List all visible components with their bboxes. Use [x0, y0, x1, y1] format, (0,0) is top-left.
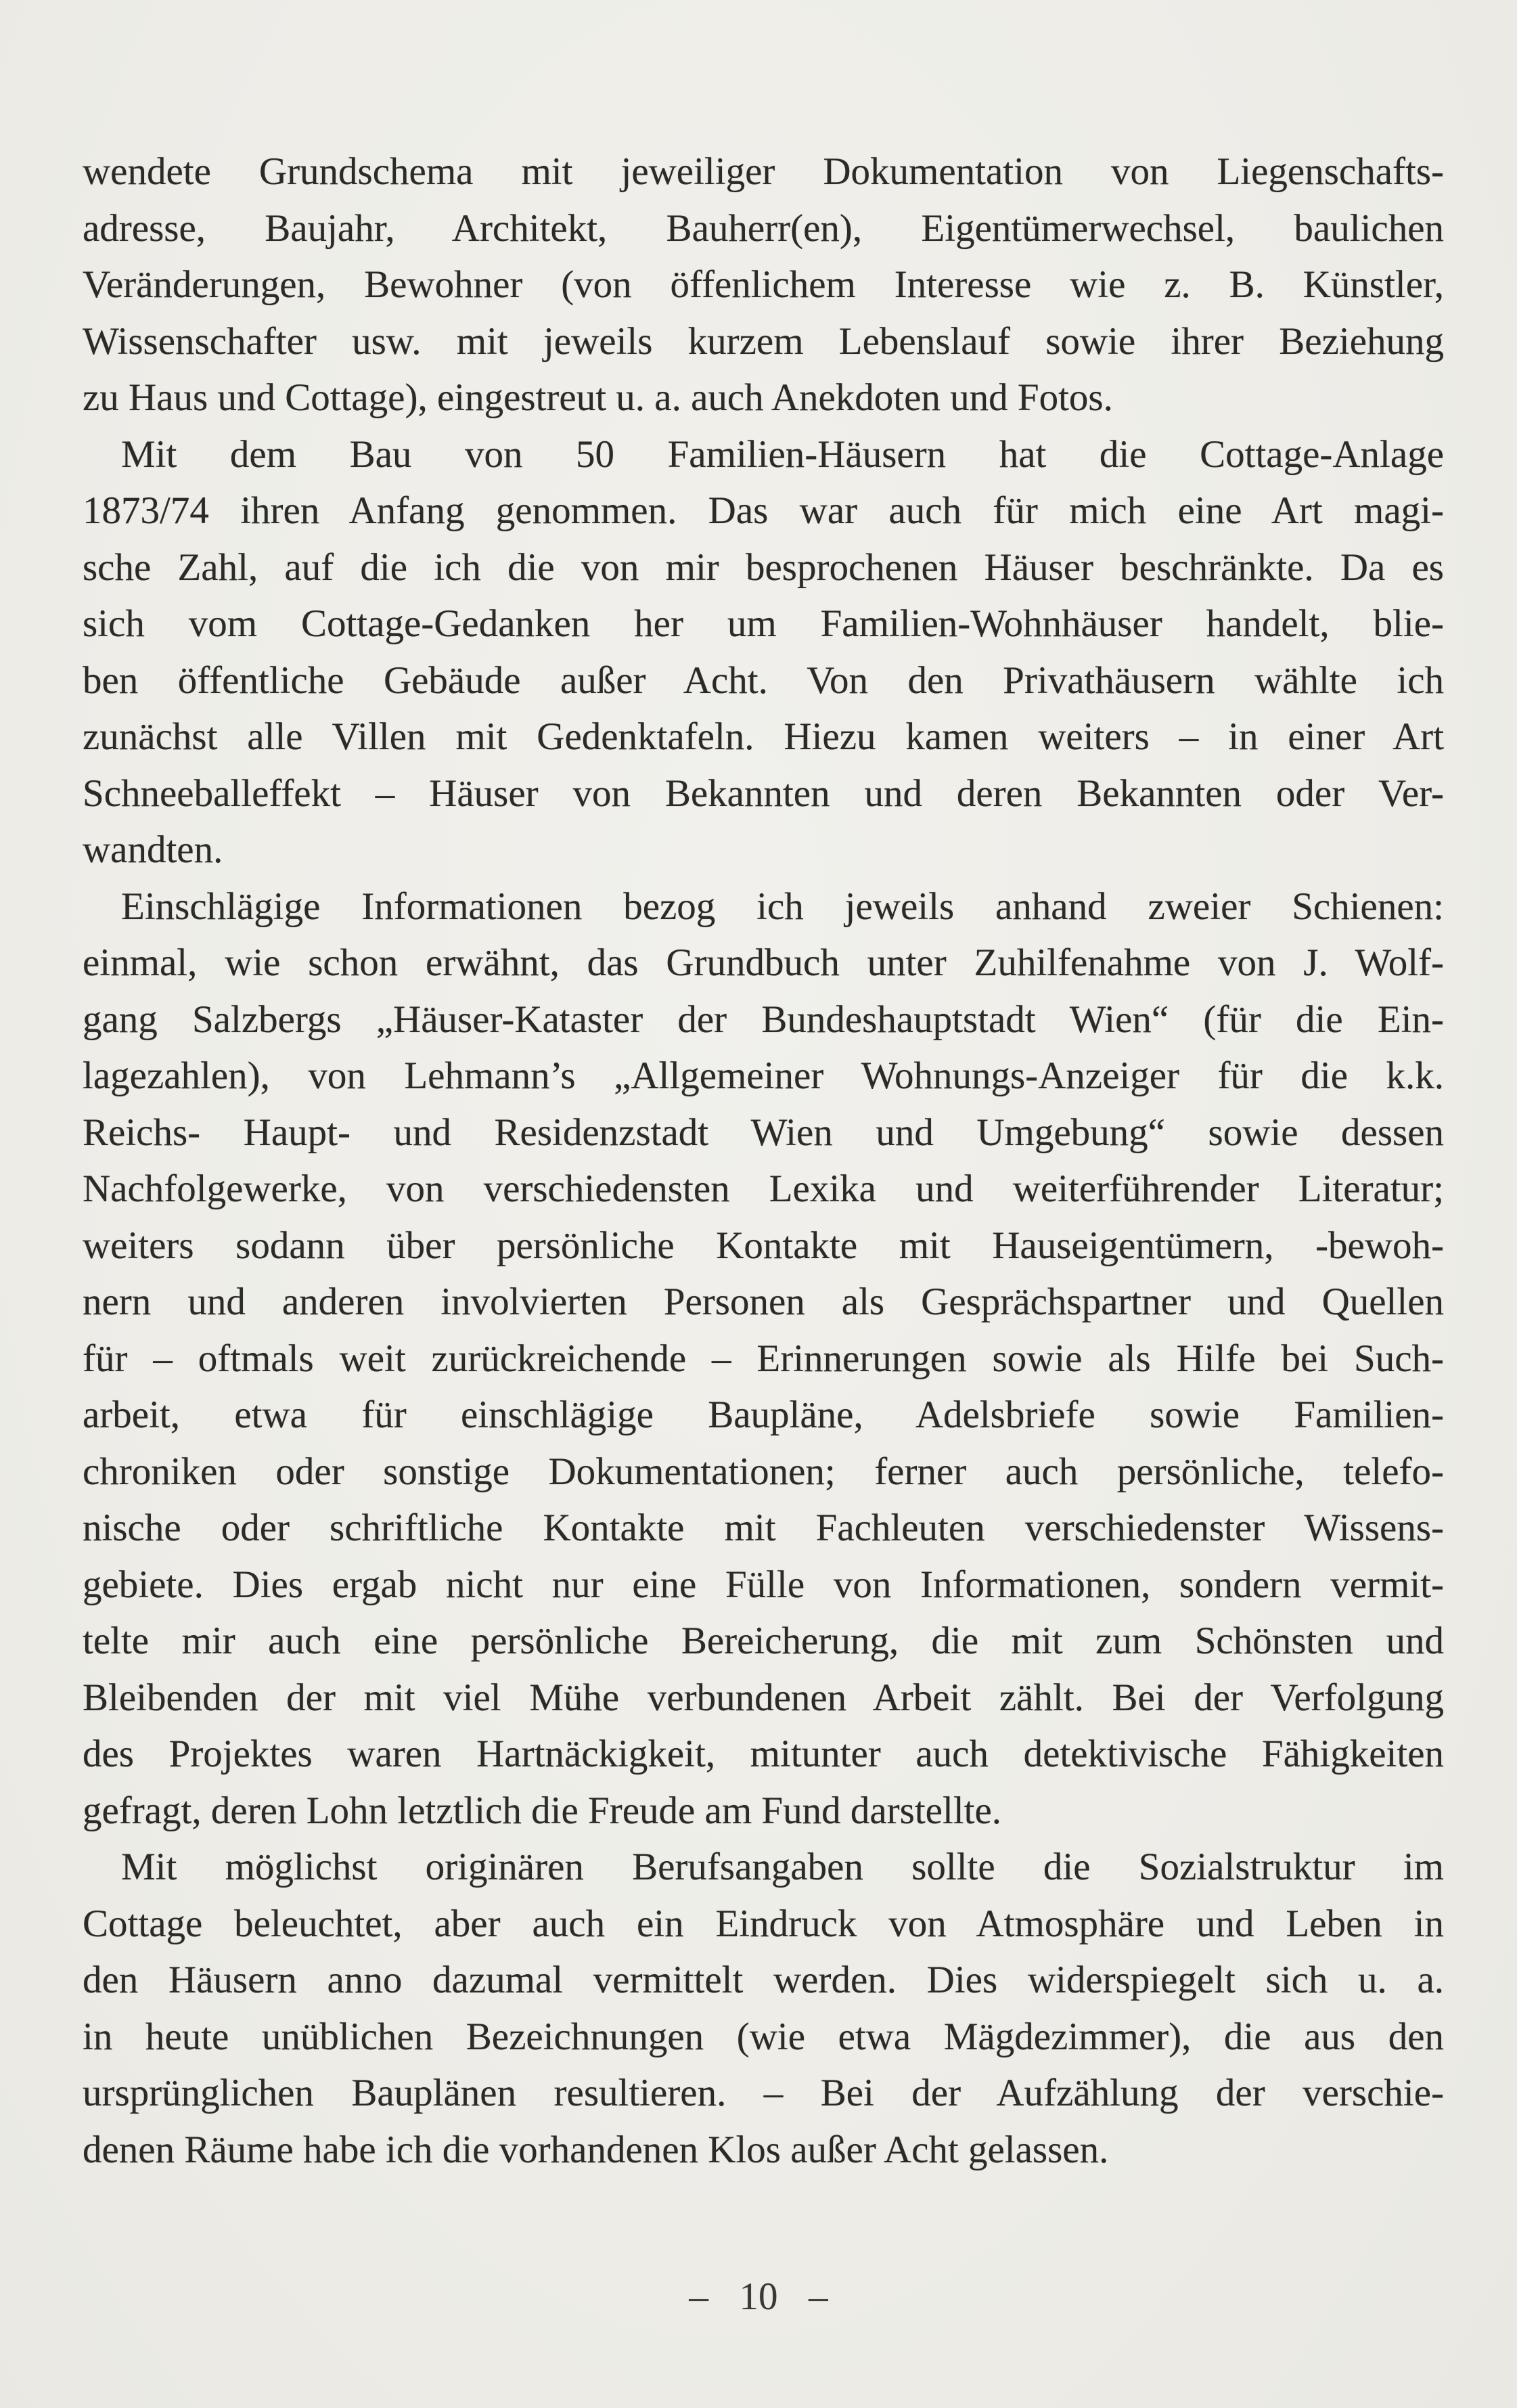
text-line: Veränderungen, Bewohner (von öffenlichem Interesse wie z. B. Künstler,	[83, 263, 1444, 306]
text-line: ursprünglichen Bauplänen resultieren. – Bei der Aufzählung der verschie-	[83, 2072, 1444, 2114]
text-line: Schneeballeffekt – Häuser von Bekannten und deren Bekannten oder Ver-	[83, 772, 1444, 815]
paragraph-sozialstruktur	[83, 1839, 1444, 2178]
text-line: lagezahlen), von Lehmann’s „Allgemeiner Wohnungs-Anzeiger für die k.k.	[83, 1054, 1444, 1097]
text-line: in heute unüblichen Bezeichnungen (wie etwa Mägdezimmer), die aus den	[83, 2015, 1444, 2058]
text-line: des Projektes waren Hartnäckigkeit, mitunter auch detektivische Fähigkeiten	[83, 1733, 1444, 1775]
text-line: gefragt, deren Lohn letztlich die Freude am Fund darstellte.	[83, 1789, 1002, 1832]
text-line: weiters sodann über persönliche Kontakte mit Hauseigentümern, -bewoh-	[83, 1224, 1444, 1267]
text-line: gebiete. Dies ergab nicht nur eine Fülle von Informationen, sondern vermit-	[83, 1563, 1444, 1606]
text-line: nische oder schriftliche Kontakte mit Fachleuten verschiedenster Wissens-	[83, 1507, 1444, 1549]
text-line: zu Haus und Cottage), eingestreut u. a. auch Anekdoten und Fotos.	[83, 376, 1113, 419]
text-line: den Häusern anno dazumal vermittelt werden. Dies widerspiegelt sich u. a.	[83, 1959, 1444, 2001]
text-line: denen Räume habe ich die vorhandenen Klos außer Acht gelassen.	[83, 2128, 1109, 2171]
text-line: 1873/74 ihren Anfang genommen. Das war auch für mich eine Art magi-	[83, 489, 1444, 532]
text-line: Cottage beleuchtet, aber auch ein Eindruck von Atmosphäre und Leben in	[83, 1902, 1444, 1945]
text-line: einmal, wie schon erwähnt, das Grundbuch unter Zuhilfenahme von J. Wolf-	[83, 941, 1444, 984]
text-line: Einschlägige Informationen bezog ich jeweils anhand zweier Schienen:	[121, 885, 1444, 928]
text-line: sich vom Cottage-Gedanken her um Familien-Wohnhäuser handelt, blie-	[83, 602, 1444, 645]
text-line: sche Zahl, auf die ich die von mir besprochenen Häuser beschränkte. Da es	[83, 545, 1444, 589]
text-line: gang Salzbergs „Häuser-Kataster der Bundeshauptstadt Wien“ (für die Ein-	[83, 998, 1444, 1041]
text-line: telte mir auch eine persönliche Bereicherung, die mit zum Schönsten und	[83, 1620, 1444, 1662]
page-number: – 10 –	[689, 2275, 828, 2318]
text-line: zunächst alle Villen mit Gedenktafeln. Hiezu kamen weiters – in einer Art	[83, 715, 1444, 758]
text-line: Mit dem Bau von 50 Familien-Häusern hat die Cottage-Anlage	[121, 432, 1444, 476]
paragraph-continuation	[83, 143, 1444, 426]
text-line: Reichs- Haupt- und Residenzstadt Wien und Umgebung“ sowie dessen	[83, 1111, 1444, 1154]
text-line: Bleibenden der mit viel Mühe verbundenen Arbeit zählt. Bei der Verfolgung	[83, 1676, 1444, 1719]
text-line: Nachfolgewerke, von verschiedensten Lexika und weiterführender Literatur;	[83, 1167, 1444, 1210]
text-line: wandten.	[83, 828, 223, 871]
body-text	[83, 143, 1444, 2178]
text-line: chroniken oder sonstige Dokumentationen; ferner auch persönliche, telefo-	[83, 1450, 1444, 1493]
paragraph-informationsquellen	[83, 878, 1444, 1840]
text-line: Wissenschafter usw. mit jeweils kurzem Lebenslauf sowie ihrer Beziehung	[83, 319, 1444, 363]
text-line: nern und anderen involvierten Personen als Gesprächspartner und Quellen	[83, 1280, 1444, 1323]
text-line: arbeit, etwa für einschlägige Baupläne, Adelsbriefe sowie Familien-	[83, 1393, 1444, 1436]
paragraph-cottage-anlage	[83, 426, 1444, 878]
text-line: wendete Grundschema mit jeweiliger Dokumentation von Liegenschafts-	[83, 150, 1444, 193]
text-line: Mit möglichst originären Berufsangaben sollte die Sozialstruktur im	[121, 1846, 1444, 1888]
text-line: adresse, Baujahr, Architekt, Bauherr(en), Eigentümerwechsel, baulichen	[83, 206, 1444, 250]
text-line: ben öffentliche Gebäude außer Acht. Von den Privathäusern wählte ich	[83, 659, 1444, 702]
text-line: für – oftmals weit zurückreichende – Erinnerungen sowie als Hilfe bei Such-	[83, 1337, 1444, 1380]
